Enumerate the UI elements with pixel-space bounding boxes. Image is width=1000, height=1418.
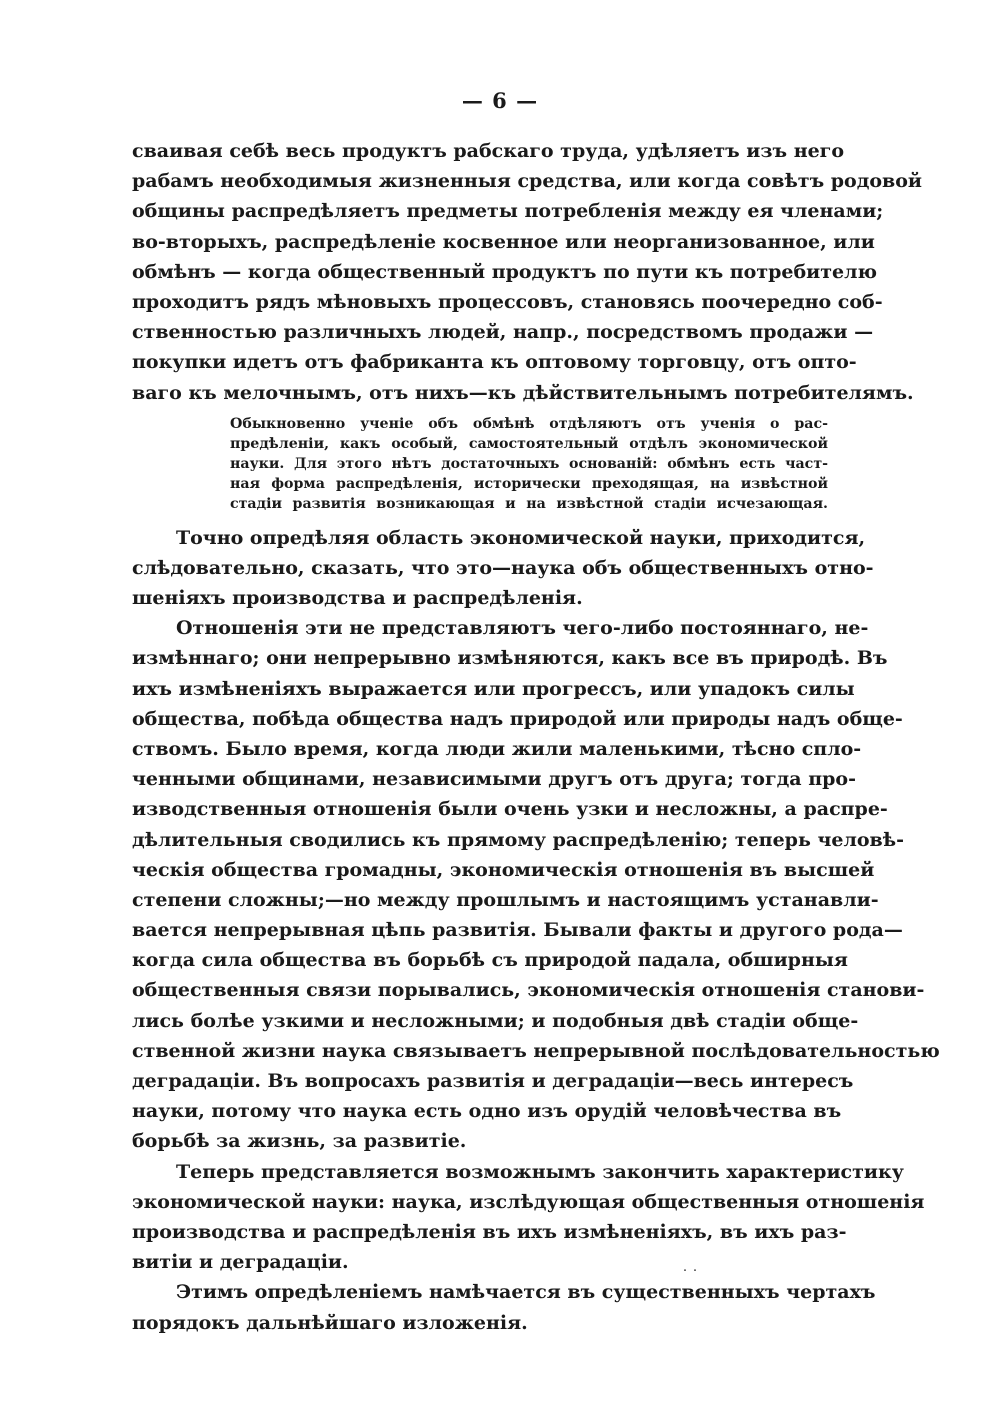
footnote-line: стадіи развитія возникающая и на извѣстной стадіи исчезающая.	[230, 496, 828, 513]
text-line: лись болѣе узкими и несложными; и подобныя двѣ стадіи обще-	[132, 1009, 859, 1032]
ink-speck-decoration: ˙˙	[682, 1268, 702, 1282]
text-line: витіи и деградаціи.	[132, 1251, 349, 1274]
text-line: Теперь представляется возможнымъ закончить характеристику	[176, 1160, 904, 1183]
text-line: ственностью различныхъ людей, напр., посредствомъ продажи —	[132, 321, 874, 344]
text-line: ваго къ мелочнымъ, отъ нихъ—къ дѣйствительнымъ потребителямъ.	[132, 381, 914, 404]
paragraph-1	[132, 136, 923, 408]
text-line: покупки идетъ отъ фабриканта къ оптовому торговцу, отъ опто-	[132, 351, 857, 374]
paragraph-4	[132, 1157, 925, 1278]
text-line: Этимъ опредѣленіемъ намѣчается въ существенныхъ чертахъ	[176, 1281, 876, 1304]
text-line: дѣлительныя сводились къ прямому распредѣленію; теперь человѣ-	[132, 828, 904, 851]
footnote-line: предѣленіи, какъ особый, самостоятельный отдѣлъ экономической	[230, 435, 828, 452]
text-line: Точно опредѣляя область экономической науки, приходится,	[176, 526, 866, 549]
text-line: во-вторыхъ, распредѣленіе косвенное или неорганизованное, или	[132, 230, 875, 253]
paragraph-3	[132, 613, 940, 1156]
text-line: слѣдовательно, сказать, что это—наука объ общественныхъ отно-	[132, 556, 874, 579]
text-line: изводственныя отношенія были очень узки и несложны, а распре-	[132, 798, 888, 821]
text-line: науки, потому что наука есть одно изъ орудій человѣчества въ	[132, 1100, 842, 1123]
text-line: ственной жизни наука связываетъ непрерывной послѣдовательностью	[132, 1039, 940, 1062]
text-line: борьбѣ за жизнь, за развитіе.	[132, 1130, 467, 1153]
text-line: порядокъ дальнѣйшаго изложенія.	[132, 1311, 528, 1334]
text-line: рабамъ необходимыя жизненныя средства, или когда совѣтъ родовой	[132, 170, 923, 193]
text-line: когда сила общества въ борьбѣ съ природой падала, обширныя	[132, 949, 848, 972]
paragraph-2	[132, 523, 874, 614]
text-line: общественныя связи порывались, экономическія отношенія станови-	[132, 979, 925, 1002]
text-line: проходитъ рядъ мѣновыхъ процессовъ, становясь поочередно соб-	[132, 290, 883, 313]
text-line: сваивая себѣ весь продуктъ рабскаго труда, удѣляетъ изъ него	[132, 140, 844, 162]
text-line: вается непрерывная цѣпь развитія. Бывали факты и другого рода—	[132, 919, 903, 942]
text-line: ченными общинами, независимыми другъ отъ друга; тогда про-	[132, 768, 856, 791]
paragraph-5	[132, 1277, 876, 1337]
footnote-line: ная форма распредѣленія, исторически преходящая, на извѣстной	[230, 476, 828, 493]
text-line: общины распредѣляетъ предметы потребленія между ея членами;	[132, 200, 884, 223]
footnote	[132, 414, 828, 515]
text-line: обмѣнъ — когда общественный продуктъ по пути къ потребителю	[132, 260, 877, 283]
text-line: ствомъ. Было время, когда люди жили маленькими, тѣсно спло-	[132, 737, 862, 760]
page-number: — 6 —	[461, 88, 539, 113]
text-line: экономической науки: наука, изслѣдующая общественныя отношенія	[132, 1190, 925, 1213]
text-line: производства и распредѣленія въ ихъ измѣненіяхъ, въ ихъ раз-	[132, 1220, 847, 1243]
text-line: деградаціи. Въ вопросахъ развитія и деградаціи—весь интересъ	[132, 1070, 854, 1092]
text-line: ихъ измѣненіяхъ выражается или прогрессъ, или упадокъ силы	[132, 677, 855, 700]
footnote-line: Обыкновенно ученіе объ обмѣнѣ отдѣляютъ отъ ученія о рас-	[230, 415, 828, 432]
text-line: измѣннаго; они непрерывно измѣняются, какъ все въ природѣ. Въ	[132, 647, 888, 670]
text-line: общества, побѣда общества надъ природой или природы надъ обще-	[132, 707, 903, 730]
footnote-line: науки. Для этого нѣтъ достаточныхъ основаній: обмѣнъ есть част-	[230, 456, 828, 473]
text-line: Отношенія эти не представляютъ чего-либо постояннаго, не-	[176, 617, 869, 640]
text-line: шеніяхъ производства и распредѣленія.	[132, 587, 583, 609]
text-line: ческія общества громадны, экономическія отношенія въ высшей	[132, 858, 875, 881]
text-line: степени сложны;—но между прошлымъ и настоящимъ устанавли-	[132, 888, 879, 911]
main-text	[132, 136, 940, 1338]
